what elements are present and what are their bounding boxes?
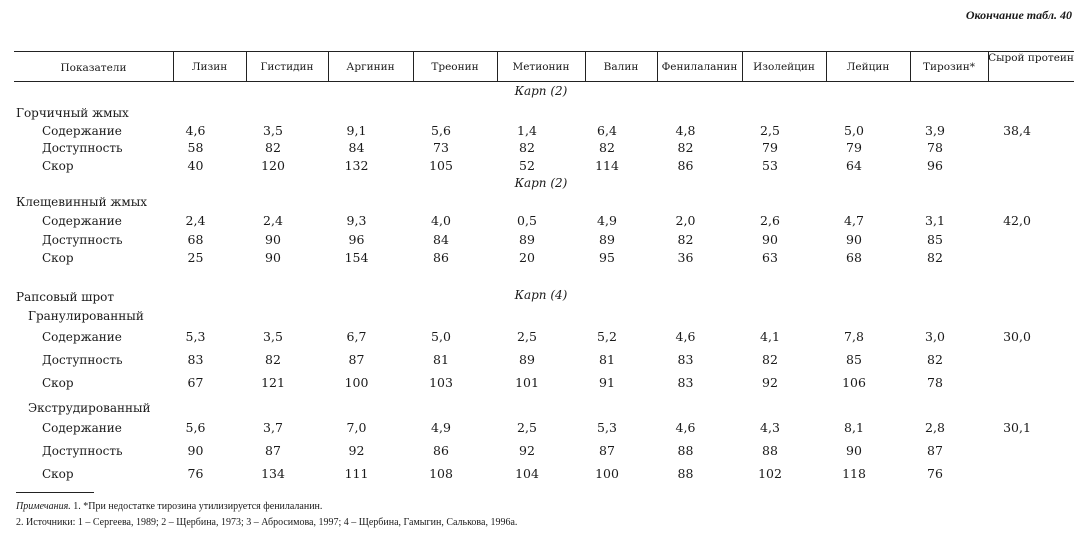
table-cell: 81 (599, 352, 615, 367)
table-cell: 68 (187, 232, 204, 247)
table-cell: 95 (599, 250, 615, 265)
table-cell: 2,5 (517, 329, 537, 344)
table-cell: 83 (187, 352, 204, 367)
footnote-label: Примечания. (16, 501, 71, 512)
table-cell: 118 (842, 466, 866, 481)
table-cell: 4,6 (675, 329, 696, 344)
header-8: Изолейцин (753, 61, 815, 73)
table-cell: 5,6 (185, 420, 206, 435)
footnote-rule (16, 492, 94, 493)
row-label: Скор (42, 159, 74, 173)
table-cell: 53 (762, 158, 778, 173)
table-cell: 2,5 (517, 420, 537, 435)
header-11: Сырой протеин (988, 52, 1074, 64)
table-cell: 5,0 (844, 123, 864, 138)
section-title: Клещевинный жмых (16, 195, 148, 209)
table-cell: 114 (595, 158, 619, 173)
table-cell: 88 (762, 443, 778, 458)
table-cell: 2,0 (675, 213, 696, 228)
table-cell: 120 (261, 158, 285, 173)
table-cell: 5,0 (431, 329, 451, 344)
table-cell: 81 (433, 352, 449, 367)
table-cell: 82 (265, 352, 281, 367)
row-label: Доступность (42, 233, 123, 247)
section-subtitle: Экструдированный (28, 401, 151, 415)
header-9: Лейцин (846, 61, 890, 73)
table-cell: 86 (433, 250, 449, 265)
table-cell: 87 (348, 352, 365, 367)
table-cell: 3,7 (263, 420, 283, 435)
table-cell: 3,0 (925, 329, 945, 344)
table-cell: 78 (927, 375, 943, 390)
header-5: Метионин (512, 61, 570, 73)
table-cell: 106 (842, 375, 866, 390)
header-separator (585, 51, 586, 81)
table-cell: 90 (846, 232, 862, 247)
table-cell: 64 (846, 158, 862, 173)
table-cell: 88 (677, 443, 694, 458)
header-3: Аргинин (346, 61, 395, 73)
table-cell: 7,0 (346, 420, 367, 435)
table-cell: 38,4 (1003, 123, 1031, 138)
table-cell: 89 (519, 232, 535, 247)
footnote-2: 2. Источники: 1 – Сергеева, 1989; 2 – Щербина, 1973; 3 – Абросимова, 1997; 4 – Щербина, Гамыгин, Салькова, 1996а. (16, 517, 518, 528)
table-cell: 6,4 (597, 123, 617, 138)
table-cell: 132 (344, 158, 369, 173)
table-cell: 40 (187, 158, 204, 173)
table-cell: 4,8 (675, 123, 696, 138)
header-rule (14, 81, 1074, 82)
table-cell: 4,3 (760, 420, 780, 435)
table-cell: 5,6 (431, 123, 451, 138)
row-label: Доступность (42, 353, 123, 367)
table-cell: 68 (846, 250, 862, 265)
section-title: Горчичный жмых (16, 106, 129, 120)
table-cell: 7,8 (844, 329, 864, 344)
table-cell: 79 (846, 140, 862, 155)
header-10: Тирозин* (922, 61, 976, 73)
table-cell: 121 (261, 375, 285, 390)
table-cell: 92 (348, 443, 365, 458)
header-separator (988, 51, 989, 81)
table-cell: 79 (762, 140, 778, 155)
table-cell: 3,1 (925, 213, 945, 228)
table-cell: 9,3 (346, 213, 367, 228)
table-cell: 2,5 (760, 123, 780, 138)
table-cell: 103 (429, 375, 453, 390)
table-cell: 90 (265, 232, 281, 247)
footnote-1 (16, 501, 322, 512)
table-cell: 82 (519, 140, 535, 155)
row-label: Содержание (42, 124, 122, 138)
table-cell: 82 (677, 232, 694, 247)
table-cell: 87 (927, 443, 943, 458)
table-cell: 85 (927, 232, 943, 247)
table-cell: 5,3 (185, 329, 206, 344)
row-label: Содержание (42, 421, 122, 435)
table-cell: 0,5 (517, 213, 537, 228)
table-cell: 58 (187, 140, 204, 155)
table-cell: 4,6 (185, 123, 206, 138)
table-cell: 73 (433, 140, 449, 155)
table-cell: 4,6 (675, 420, 696, 435)
table-cell: 83 (677, 375, 694, 390)
header-separator (328, 51, 329, 81)
table-cell: 90 (187, 443, 204, 458)
table-cell: 4,1 (760, 329, 780, 344)
footnote-1-text: 1. *При недостатке тирозина утилизируется фенилаланин. (73, 501, 323, 512)
table-cell: 89 (599, 232, 615, 247)
table-cell: 105 (429, 158, 453, 173)
table-cell: 134 (261, 466, 285, 481)
table-cell: 82 (599, 140, 615, 155)
table-cell: 100 (595, 466, 619, 481)
header-separator (173, 51, 174, 81)
section-fish-label: Карп (4) (514, 288, 568, 302)
row-label: Доступность (42, 444, 123, 458)
row-label: Доступность (42, 141, 123, 155)
table-cell: 76 (187, 466, 204, 481)
table-cell: 30,1 (1003, 420, 1031, 435)
table-cell: 2,4 (185, 213, 206, 228)
section-subtitle: Гранулированный (28, 309, 144, 323)
table-cell: 90 (762, 232, 778, 247)
table-cell: 82 (927, 250, 943, 265)
table-cell: 8,1 (844, 420, 864, 435)
table-cell: 96 (927, 158, 943, 173)
header-separator (497, 51, 498, 81)
table-cell: 82 (265, 140, 281, 155)
table-cell: 52 (519, 158, 535, 173)
row-label: Содержание (42, 330, 122, 344)
table-cell: 4,9 (597, 213, 617, 228)
table-cell: 3,5 (263, 123, 283, 138)
table-cell: 87 (599, 443, 615, 458)
table-cell: 3,5 (263, 329, 283, 344)
table-cell: 1,4 (517, 123, 537, 138)
table-cell: 78 (927, 140, 943, 155)
row-label: Скор (42, 467, 74, 481)
table-cell: 42,0 (1003, 213, 1031, 228)
table-cell: 6,7 (346, 329, 367, 344)
header-7: Фенилаланин (661, 61, 738, 73)
table-cell: 84 (433, 232, 449, 247)
table-cell: 2,4 (263, 213, 283, 228)
table-cell: 84 (348, 140, 365, 155)
header-separator (413, 51, 414, 81)
header-separator (657, 51, 658, 81)
table-cell: 63 (762, 250, 778, 265)
table-cell: 20 (519, 250, 535, 265)
table-cell: 4,9 (431, 420, 451, 435)
table-cell: 154 (344, 250, 369, 265)
table-cell: 111 (344, 466, 369, 481)
header-1: Лизин (191, 61, 228, 73)
table-cell: 86 (433, 443, 449, 458)
header-separator (246, 51, 247, 81)
header-2: Гистидин (260, 61, 314, 73)
table-cell: 92 (762, 375, 778, 390)
table-cell: 76 (927, 466, 943, 481)
table-cell: 2,8 (925, 420, 945, 435)
header-0: Показатели (60, 62, 127, 74)
table-cell: 91 (599, 375, 615, 390)
table-cell: 100 (344, 375, 369, 390)
section-fish-label: Карп (2) (514, 176, 568, 190)
table-cell: 108 (429, 466, 453, 481)
header-separator (910, 51, 911, 81)
table-cell: 2,6 (760, 213, 780, 228)
section-fish-label: Карп (2) (514, 84, 568, 98)
table-cell: 101 (515, 375, 539, 390)
table-cell: 30,0 (1003, 329, 1031, 344)
header-separator (826, 51, 827, 81)
table-cell: 3,9 (925, 123, 945, 138)
table-cell: 4,7 (844, 213, 864, 228)
table-cell: 90 (846, 443, 862, 458)
table-cell: 104 (515, 466, 539, 481)
table-cell: 88 (677, 466, 694, 481)
row-label: Скор (42, 251, 74, 265)
table-cell: 82 (677, 140, 694, 155)
section-title: Рапсовый шрот (16, 290, 114, 304)
header-4: Треонин (431, 61, 479, 73)
table-caption: Окончание табл. 40 (965, 8, 1072, 22)
table-cell: 36 (677, 250, 694, 265)
table-cell: 87 (265, 443, 281, 458)
table-cell: 89 (519, 352, 535, 367)
table-cell: 102 (758, 466, 782, 481)
table-cell: 85 (846, 352, 862, 367)
row-label: Содержание (42, 214, 122, 228)
table-cell: 86 (677, 158, 694, 173)
table-cell: 67 (187, 375, 204, 390)
table-cell: 4,0 (431, 213, 451, 228)
table-cell: 90 (265, 250, 281, 265)
table-cell: 82 (762, 352, 778, 367)
table-cell: 82 (927, 352, 943, 367)
row-label: Скор (42, 376, 74, 390)
header-separator (742, 51, 743, 81)
table-cell: 83 (677, 352, 694, 367)
table-cell: 9,1 (346, 123, 367, 138)
table-cell: 96 (348, 232, 365, 247)
header-6: Валин (603, 61, 639, 73)
table-cell: 5,2 (597, 329, 617, 344)
table-cell: 25 (187, 250, 204, 265)
table-cell: 5,3 (597, 420, 617, 435)
table-cell: 92 (519, 443, 535, 458)
